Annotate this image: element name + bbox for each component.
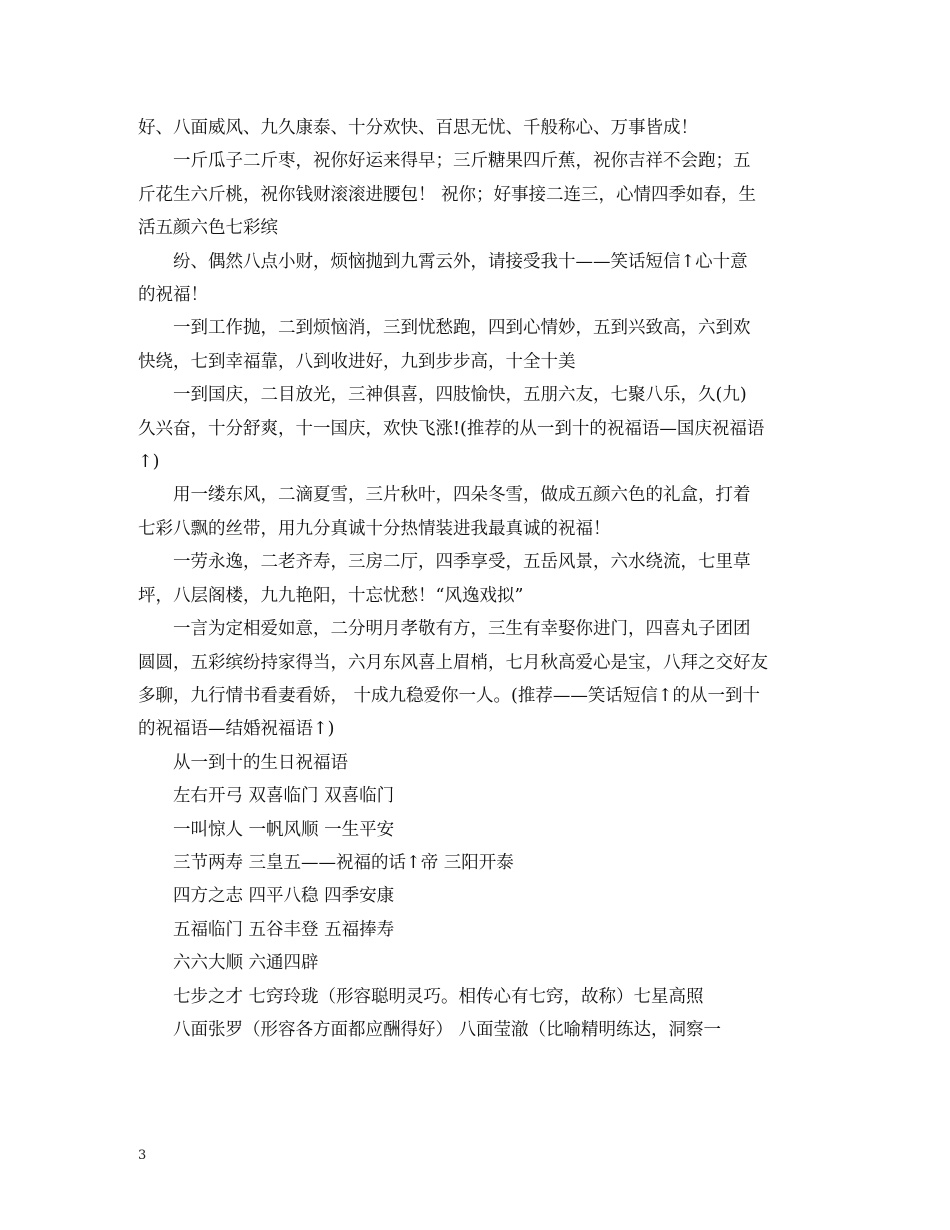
text-line: 的祝福！ xyxy=(138,285,208,306)
paragraph xyxy=(138,780,814,813)
text-line: 一斤瓜子二斤枣，祝你好运来得早；三斤糖果四斤蕉，祝你吉祥不会跑；五 xyxy=(173,151,751,172)
text-line: 四方之志 四平八稳 四季安康 xyxy=(173,886,395,907)
paragraph xyxy=(138,914,814,947)
text-line: 一到工作抛，二到烦恼消，三到忧愁跑，四到心情妙，五到兴致高，六到欢 xyxy=(173,318,751,339)
text-line: 久兴奋，十分舒爽，十一国庆，欢快飞涨!(推荐的从一到十的祝福语—国庆祝福语 xyxy=(138,418,765,439)
text-line: 纷、偶然八点小财，烦恼抛到九霄云外，请接受我十——笑话短信↑心十意 xyxy=(173,251,748,272)
paragraph xyxy=(138,246,814,313)
paragraph xyxy=(138,814,814,847)
text-line: 五福临门 五谷丰登 五福捧寿 xyxy=(173,919,395,940)
page-number: 3 xyxy=(138,1148,147,1163)
paragraph xyxy=(138,1014,814,1047)
text-line: 三节两寿 三皇五——祝福的话↑帝 三阳开泰 xyxy=(173,852,514,873)
text-line: 八面张罗（形容各方面都应酬得好） 八面莹澈（比喻精明练达，洞察一 xyxy=(173,1019,722,1040)
paragraph xyxy=(138,379,814,479)
paragraph xyxy=(138,847,814,880)
text-line: 六六大顺 六通四辟 xyxy=(173,953,319,974)
text-line: 从一到十的生日祝福语 xyxy=(173,752,348,773)
document-body xyxy=(138,112,814,1047)
text-line: 好、八面威风、九久康泰、十分欢快、百思无忧、千般称心、万事皆成！ xyxy=(138,118,698,138)
text-line: 七步之才 七窍玲珑（形容聪明灵巧。相传心有七窍，故称）七星高照 xyxy=(173,986,704,1007)
paragraph xyxy=(138,981,814,1014)
paragraph xyxy=(138,880,814,913)
text-line: 一叫惊人 一帆风顺 一生平安 xyxy=(173,819,395,840)
text-line: 一到国庆，二目放光，三神俱喜，四肢愉快，五朋六友，七聚八乐，久(九) xyxy=(173,385,747,406)
text-line: 快绕，七到幸福靠，八到收进好，九到步步高，十全十美 xyxy=(138,351,576,372)
text-line: 左右开弓 双喜临门 双喜临门 xyxy=(173,786,395,807)
text-line: 一劳永逸，二老齐寿，三房二厅，四季享受，五岳风景，六水绕流，七里草 xyxy=(173,552,751,573)
text-line: 坪，八层阁楼，九九艳阳，十忘忧愁！“风逸戏拟” xyxy=(138,585,524,606)
paragraph xyxy=(138,747,814,780)
text-line: 多聊，九行情书看妻看娇， 十成九稳爱你一人。(推荐——笑话短信↑的从一到十 xyxy=(138,685,761,706)
paragraph xyxy=(138,312,814,379)
paragraph xyxy=(138,546,814,613)
paragraph xyxy=(138,613,814,747)
text-line: 圆圆，五彩缤纷持家得当，六月东风喜上眉梢，七月秋高爱心是宝，八拜之交好友 xyxy=(138,652,768,673)
text-line: 一言为定相爱如意，二分明月孝敬有方，三生有幸娶你进门，四喜丸子团团 xyxy=(173,619,751,640)
text-line: 七彩八飘的丝带，用九分真诚十分热情装进我最真诚的祝福！ xyxy=(138,518,611,539)
paragraph xyxy=(138,145,814,245)
paragraph xyxy=(138,112,814,145)
paragraph xyxy=(138,947,814,980)
text-line: 活五颜六色七彩缤 xyxy=(138,218,278,239)
text-line: 用一缕东风，二滴夏雪，三片秋叶，四朵冬雪，做成五颜六色的礼盒，打着 xyxy=(173,485,751,506)
paragraph xyxy=(138,479,814,546)
text-line: 的祝福语—结婚祝福语↑) xyxy=(138,719,335,740)
text-line: ↑) xyxy=(138,452,160,473)
text-line: 斤花生六斤桃，祝你钱财滚滚进腰包！ 祝你；好事接二连三，心情四季如春，生 xyxy=(138,184,757,205)
